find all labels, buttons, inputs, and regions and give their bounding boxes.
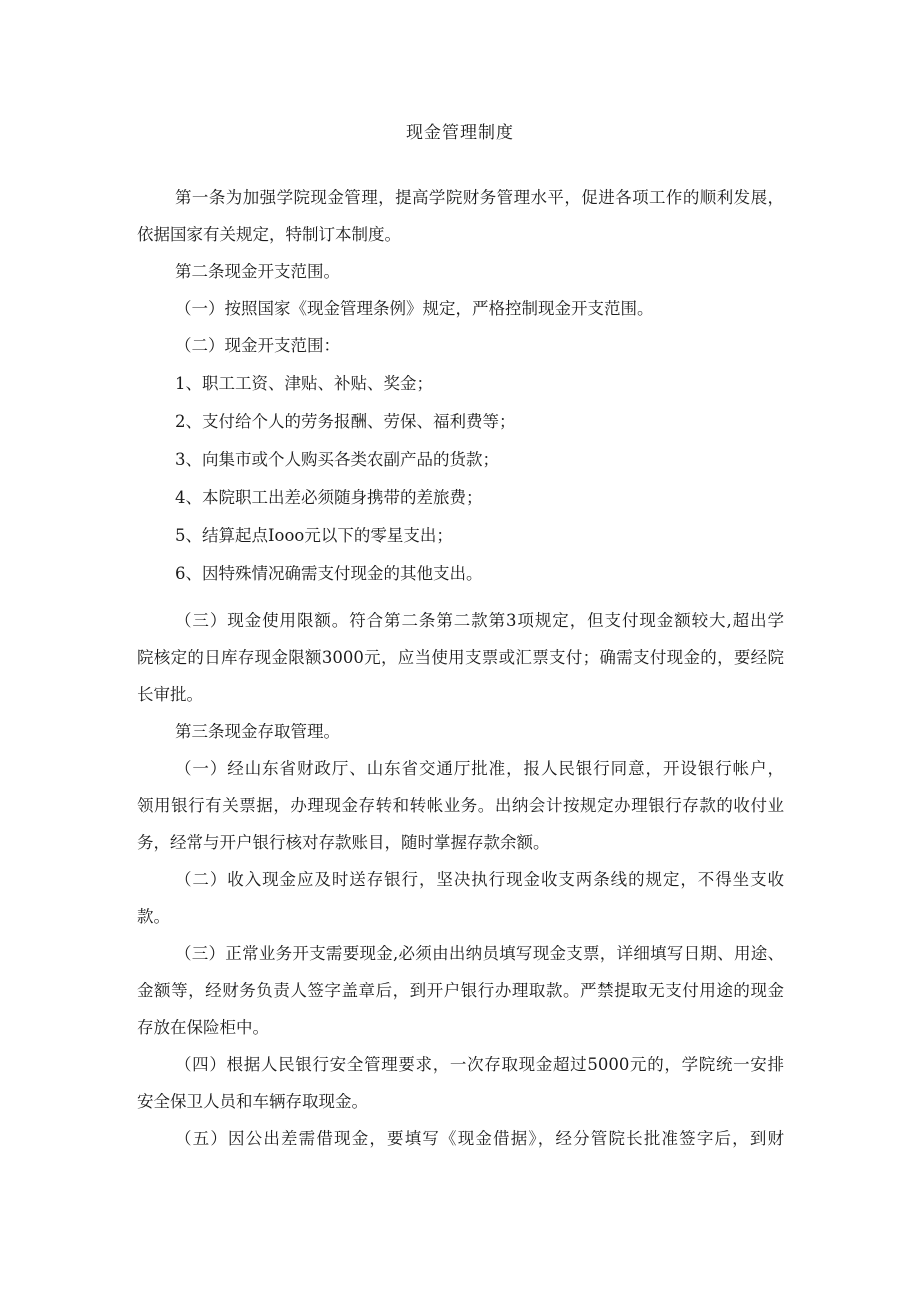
list-item: 6、因特殊情况确需支付现金的其他支出。 <box>175 564 483 583</box>
article-heading: 第二条现金开支范围。 <box>175 262 340 281</box>
paragraph-line: （一）按照国家《现金管理条例》规定，严格控制现金开支范围。 <box>175 299 654 318</box>
paragraph-line: 依据国家有关规定，特制订本制度。 <box>137 225 401 244</box>
paragraph-line: （三）现金使用限额。符合第二条第二款第3项规定，但支付现金额较大,超出学 <box>175 611 784 630</box>
paragraph-line: 安全保卫人员和车辆存取现金。 <box>137 1092 368 1111</box>
paragraph-line: （二）收入现金应及时送存银行，坚决执行现金收支两条线的规定，不得坐支收 <box>175 870 784 889</box>
article-heading: 第三条现金存取管理。 <box>175 722 340 741</box>
paragraph-line: 存放在保险柜中。 <box>137 1018 269 1037</box>
paragraph-line: 务，经常与开户银行核对存款账目，随时掌握存款余额。 <box>137 833 550 852</box>
list-item: 4、本院职工出差必须随身携带的差旅费； <box>175 488 483 507</box>
paragraph-line: 领用银行有关票据，办理现金存转和转帐业务。出纳会计按规定办理银行存款的收付业 <box>137 796 784 815</box>
paragraph-line: 院核定的日库存现金限额3000元，应当使用支票或汇票支付；确需支付现金的，要经院 <box>137 648 784 667</box>
paragraph-line: （四）根据人民银行安全管理要求，一次存取现金超过5000元的，学院统一安排 <box>175 1055 784 1074</box>
list-item: 1、职工工资、津贴、补贴、奖金； <box>175 374 433 393</box>
list-item: 5、结算起点Iooo元以下的零星支出； <box>175 526 453 545</box>
paragraph-line: （五）因公出差需借现金，要填写《现金借据》，经分管院长批准签字后，到财 <box>175 1129 784 1148</box>
paragraph-line: （三）正常业务开支需要现金,必须由出纳员填写现金支票，详细填写日期、用途、 <box>175 944 784 963</box>
paragraph-line: （二）现金开支范围： <box>175 336 340 355</box>
document-title: 现金管理制度 <box>406 123 514 143</box>
list-item: 3、向集市或个人购买各类农副产品的货款； <box>175 450 499 469</box>
paragraph-line: 款。 <box>137 907 170 926</box>
list-item: 2、支付给个人的劳务报酬、劳保、福利费等； <box>175 412 516 431</box>
paragraph-line: 长审批。 <box>137 685 203 704</box>
paragraph-line: 金额等，经财务负责人签字盖章后，到开户银行办理取款。严禁提取无支付用途的现金 <box>137 981 784 1000</box>
paragraph-line: 第一条为加强学院现金管理，提高学院财务管理水平，促进各项工作的顺利发展， <box>175 188 784 207</box>
paragraph-line: （一）经山东省财政厅、山东省交通厅批准，报人民银行同意，开设银行帐户， <box>175 759 784 778</box>
